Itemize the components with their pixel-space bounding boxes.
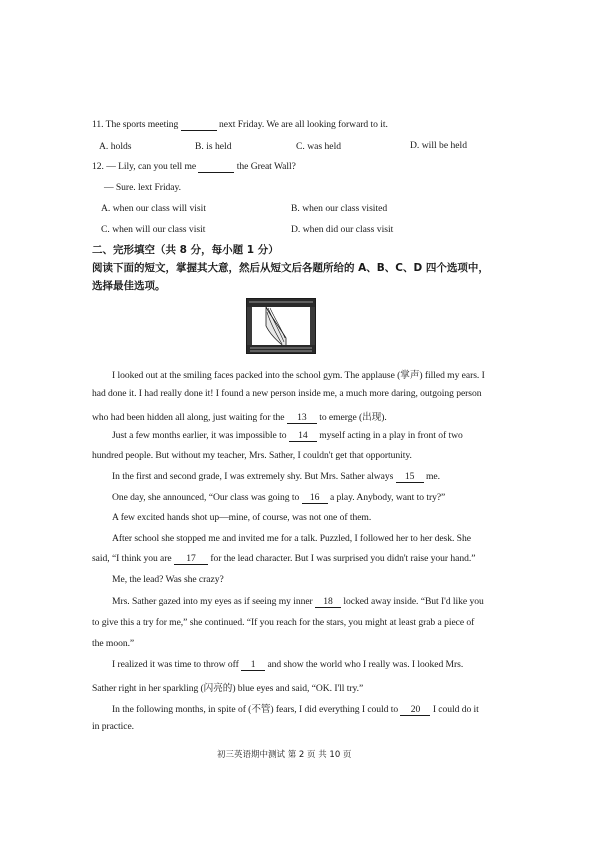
answer-blank xyxy=(198,162,234,173)
blank-14: 14 xyxy=(289,431,317,442)
section-heading: 二、完形填空（共 8 分，每小题 1 分） xyxy=(92,244,279,256)
passage-text: locked away inside. “But I'd like you xyxy=(343,596,484,607)
passage-text: and show the world who I really was. I looked Mrs. xyxy=(267,659,464,670)
q12-stem-start: 12. — Lily, can you tell me xyxy=(92,161,197,172)
passage-text: Just a few months earlier, it was impossible to xyxy=(112,430,287,441)
passage-text: I realized it was time to throw off xyxy=(112,659,239,670)
question-11-stem xyxy=(92,119,388,131)
passage-line xyxy=(112,471,440,483)
q12-option-d: D. when did our class visit xyxy=(291,224,394,235)
passage-text: a play. Anybody, want to try?” xyxy=(329,492,446,503)
passage-line xyxy=(112,701,479,716)
blank-19: 1 xyxy=(241,660,265,671)
passage-text: to emerge (出现). xyxy=(319,412,387,423)
blank-16: 16 xyxy=(302,493,328,504)
passage-line: Me, the lead? Was she crazy? xyxy=(112,574,224,585)
q11-stem-end: next Friday. We are all looking forward to it. xyxy=(219,119,388,130)
passage-line xyxy=(112,492,445,504)
q11-option-d: D. will be held xyxy=(410,140,468,151)
page-footer: 初三英语期中测试 第 2 页 共 10 页 xyxy=(217,750,352,760)
passage-text: me. xyxy=(426,471,440,482)
stage-curtain-illustration xyxy=(246,298,316,354)
question-12-stem xyxy=(92,161,296,173)
passage-text: One day, she announced, “Our class was going to xyxy=(112,492,300,503)
passage-line: I looked out at the smiling faces packed into the school gym. The applause (掌声) filled my ears. I xyxy=(112,370,485,381)
passage-line xyxy=(112,430,463,442)
passage-text: who had been hidden all along, just waiting for the xyxy=(92,412,285,423)
q12-option-b: B. when our class visited xyxy=(291,203,388,214)
passage-text: said, “I think you are xyxy=(92,553,172,564)
passage-line xyxy=(92,409,387,424)
passage-text: I could do it xyxy=(432,704,479,715)
blank-15: 15 xyxy=(396,472,424,483)
section-instruction-line-1: 阅读下面的短文，掌握其大意，然后从短文后各题所给的 A、B、C、D 四个选项中， xyxy=(92,262,489,274)
passage-line xyxy=(92,553,475,565)
q11-stem-start: 11. The sports meeting xyxy=(92,119,179,130)
passage-line: in practice. xyxy=(92,721,135,732)
passage-text: for the lead character. But I was surprised you didn't raise your hand.” xyxy=(210,553,476,564)
q12-reply: — Sure. lext Friday. xyxy=(104,182,181,193)
answer-blank xyxy=(181,120,217,131)
passage-line: After school she stopped me and invited me for a talk. Puzzled, I followed her to her desk. She xyxy=(112,533,471,544)
passage-line: had done it. I had really done it! I found a new person inside me, a much more daring, outgoing person xyxy=(92,388,482,399)
q11-option-c: C. was held xyxy=(296,141,342,152)
passage-line: Sather right in her sparkling (闪亮的) blue eyes and said, “OK. I'll try.” xyxy=(92,683,364,694)
passage-line xyxy=(112,596,484,608)
passage-text: myself acting in a play in front of two xyxy=(319,430,463,441)
q11-option-b: B. is held xyxy=(195,141,232,152)
passage-line: hundred people. But without my teacher, Mrs. Sather, I couldn't get that opportunity. xyxy=(92,450,412,461)
passage-line: to give this a try for me,” she continued. “If you reach for the stars, you might at least grab a piece of xyxy=(92,617,475,628)
passage-text: In the following months, in spite of (不管) fears, I did everything I could to xyxy=(112,704,399,715)
passage-line: the moon.” xyxy=(92,638,135,649)
blank-17: 17 xyxy=(174,554,208,565)
blank-13: 13 xyxy=(287,413,317,424)
passage-line: A few excited hands shot up—mine, of course, was not one of them. xyxy=(112,512,372,523)
passage-text: In the first and second grade, I was extremely shy. But Mrs. Sather always xyxy=(112,471,394,482)
q12-stem-end: the Great Wall? xyxy=(236,161,296,172)
passage-text: Mrs. Sather gazed into my eyes as if seeing my inner xyxy=(112,596,313,607)
q12-option-c: C. when will our class visit xyxy=(101,224,206,235)
q12-option-a: A. when our class will visit xyxy=(101,203,206,214)
q11-option-a: A. holds xyxy=(99,141,132,152)
blank-20: 20 xyxy=(400,705,430,716)
blank-18: 18 xyxy=(315,597,341,608)
passage-line xyxy=(112,659,463,671)
section-instruction-line-2: 选择最佳选项。 xyxy=(92,280,166,292)
